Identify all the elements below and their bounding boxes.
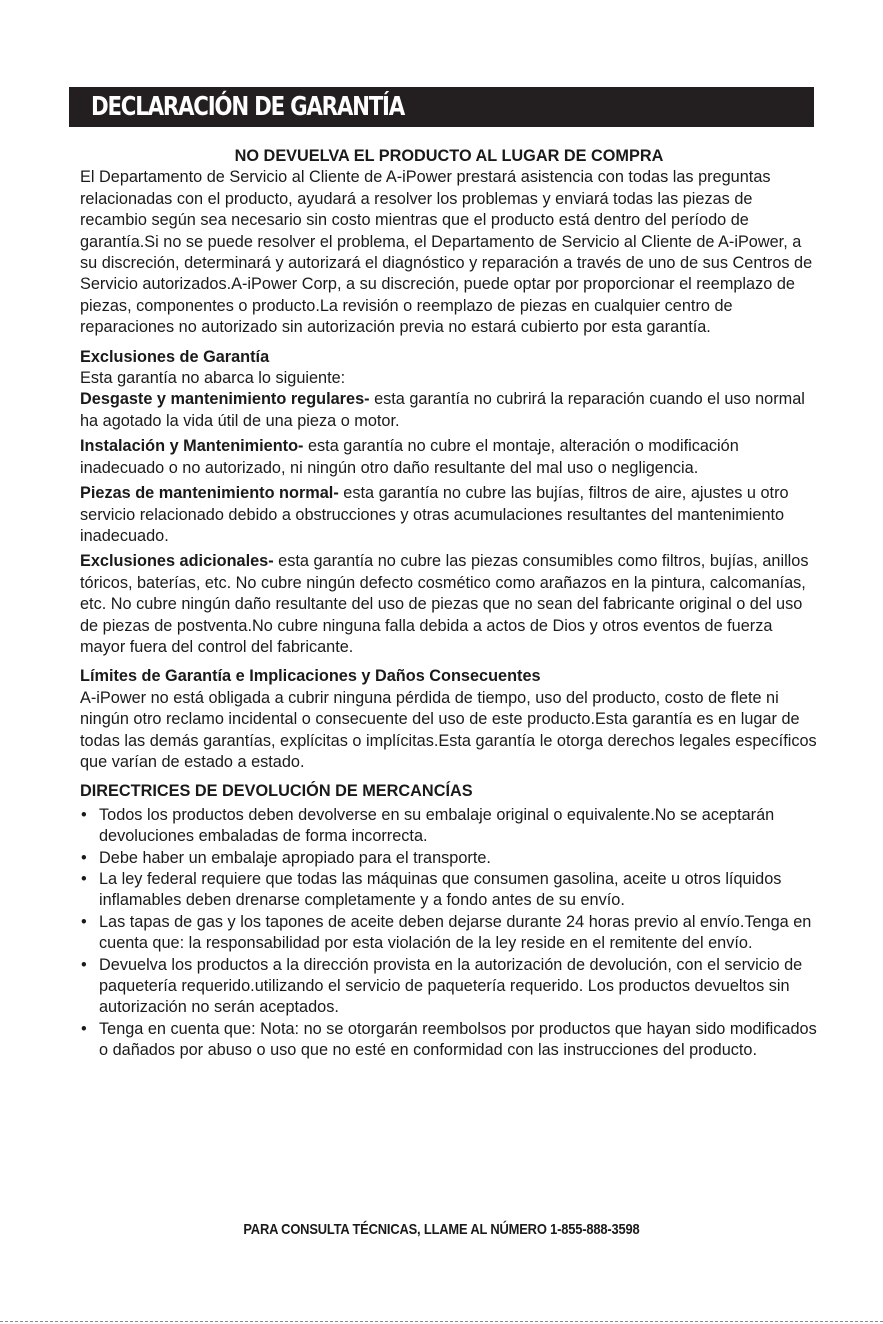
list-item [80,912,818,955]
limits-paragraph: A-iPower no está obligada a cubrir ninguna pérdida de tiempo, uso del producto, costo de flete ni ningún otro reclamo incidental o consecuente del uso de este producto.Esta garantía es en lugar de todas las demás garantías, explícitas o implícitas.Esta garantía le otorga derechos legales específicos que varían de estado a estado. [80,688,817,771]
banner-title: DECLARACIÓN DE GARANTÍA [91,92,405,122]
intro-heading: NO DEVUELVA EL PRODUCTO AL LUGAR DE COMPRA [234,147,664,165]
exclusion-item [80,436,818,479]
exclusion-term: Exclusiones adicionales- [80,552,274,571]
page-bottom-rule [0,1321,883,1322]
exclusion-item [80,483,818,547]
exclusion-item [80,551,818,658]
bullet-icon: • [81,870,87,888]
returns-list [80,805,818,1062]
exclusion-text: esta garantía no cubre las piezas consumibles como filtros, bujías, anillos tóricos, baterías, etc. No cubre ningún defecto cosmético como arañazos en la pintura, calcomanías, etc. No cubre ningún daño resultante del uso de piezas que no sean del fabricante original o del uso de piezas de postventa.No cubre ninguna falla debida a actos de Dios y otros eventos de fuerza mayor fuera del control del fabricante. [80,552,809,656]
warranty-banner [69,87,814,127]
exclusions-heading: Exclusiones de Garantía [80,347,270,366]
exclusion-text: esta garantía no cubrirá la reparación cuando el uso normal ha agotado la vida útil de una pieza o motor. [80,390,805,430]
limits-heading: Límites de Garantía e Implicaciones y Daños Consecuentes [80,667,541,686]
exclusion-text: esta garantía no cubre las bujías, filtros de aire, ajustes u otro servicio relacionado debido a obstrucciones y otras acumulaciones resultantes del mantenimiento inadecuado. [80,484,789,545]
list-item-text: La ley federal requiere que todas las máquinas que consumen gasolina, aceite u otros líquidos inflamables deben drenarse completamente y a fondo antes de su envío. [99,870,782,910]
bullet-icon: • [81,805,87,824]
exclusion-term: Instalación y Mantenimiento- [80,437,304,456]
exclusion-term: Piezas de mantenimiento normal- [80,484,339,503]
exclusions-intro: Esta garantía no abarca lo siguiente: [80,369,346,388]
list-item [80,848,818,869]
list-item [80,805,818,848]
list-item-text: Las tapas de gas y los tapones de aceite deben dejarse durante 24 horas previo al envío.Tenga en cuenta que: la responsabilidad por esta violación de la ley reside en el remitente del envío. [99,912,812,953]
support-phone-footer: PARA CONSULTA TÉCNICAS, LLAME AL NÚMERO 1-855-888-3598 [243,1221,640,1238]
bullet-icon: • [81,955,87,974]
warranty-body [80,146,818,1062]
list-item [80,869,818,912]
exclusion-term: Desgaste y mantenimiento regulares- [80,390,370,409]
list-item [80,1019,818,1062]
exclusion-item [80,389,818,432]
exclusion-text: esta garantía no cubre el montaje, alteración o modificación inadecuado o no autorizado, ni ningún otro daño resultante del mal uso o negligencia. [80,437,739,477]
list-item-text: Debe haber un embalaje apropiado para el transporte. [99,848,491,867]
intro-paragraph: El Departamento de Servicio al Cliente de A-iPower prestará asistencia con todas las preguntas relacionadas con el producto, ayudará a resolver los problemas y enviará todas las piezas de recambio según sea necesario sin costo mientras que el producto está dentro del período de garantía.Si no se puede resolver el problema, el Departamento de Servicio al Cliente de A-iPower, a su discreción, determinará y autorizará el diagnóstico y reparación a través de uno de sus Centros de Servicio autorizados.A-iPower Corp, a su discreción, puede optar por proporcionar el reemplazo de piezas, componentes o producto.La revisión o reemplazo de piezas en cualquier centro de reparaciones no autorizado sin autorización previa no estará cubierto por esta garantía. [80,168,813,337]
bullet-icon: • [81,912,87,931]
bullet-icon: • [81,1019,87,1038]
list-item-text: Todos los productos deben devolverse en su embalaje original o equivalente.No se aceptarán devoluciones embaladas de forma incorrecta. [99,805,775,846]
bullet-icon: • [81,848,87,867]
list-item-text: Tenga en cuenta que: Nota: no se otorgarán reembolsos por productos que hayan sido modificados o dañados por abuso o uso que no esté en conformidad con las instrucciones del producto. [99,1019,817,1060]
list-item-text: Devuelva los productos a la dirección provista en la autorización de devolución, con el servicio de paquetería requerido.utilizando el servicio de paquetería requerido. Los productos devueltos sin autorización no serán aceptados. [99,955,803,1017]
returns-heading: DIRECTRICES DE DEVOLUCIÓN DE MERCANCÍAS [80,782,473,801]
list-item [80,955,818,1019]
